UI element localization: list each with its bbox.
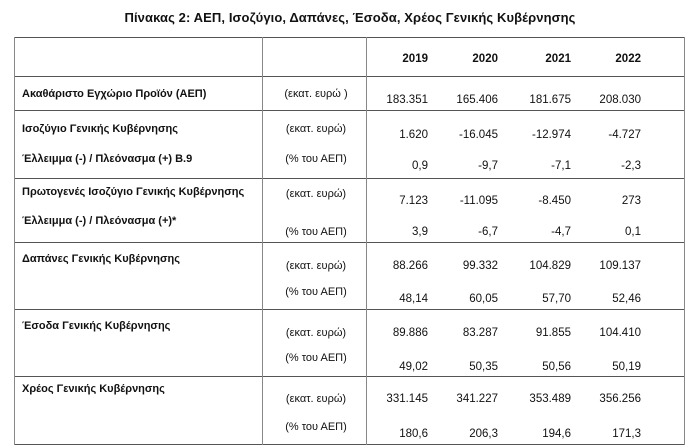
- col-rule-2: [262, 37, 263, 445]
- rule-primary: [14, 242, 684, 243]
- row-label: Έλλειμμα (-) / Πλεόνασμα (+)*: [22, 215, 177, 227]
- row-unit: (% του ΑΕΠ): [285, 153, 347, 165]
- table-cell: -16.045: [458, 129, 498, 141]
- col-rule-4: [684, 37, 685, 445]
- table-cell: 1.620: [399, 129, 428, 141]
- table-cell: -6,7: [478, 226, 498, 238]
- table-cell: 48,14: [399, 293, 428, 305]
- table-cell: 104.829: [529, 260, 571, 272]
- table-cell: 171,3: [612, 428, 641, 440]
- table-cell: 273: [621, 195, 641, 207]
- table-cell: 57,70: [542, 293, 571, 305]
- rule-expenditure: [14, 309, 684, 310]
- row-label: Έσοδα Γενικής Κυβέρνησης: [22, 320, 171, 332]
- table-cell: 165.406: [456, 94, 498, 106]
- row-unit: (% του ΑΕΠ): [285, 226, 347, 238]
- table-cell: 183.351: [386, 94, 428, 106]
- table-cell: 3,9: [412, 226, 428, 238]
- table-cell: -11.095: [459, 195, 498, 207]
- rule-bottom: [14, 444, 684, 445]
- year-header: 2020: [472, 53, 498, 65]
- rule-balance: [14, 178, 684, 179]
- table-cell: 181.675: [529, 94, 571, 106]
- table-cell: 0,1: [625, 226, 641, 238]
- table-cell: 109.137: [599, 260, 641, 272]
- table-cell: 83.287: [462, 327, 498, 339]
- table-cell: -4,7: [551, 226, 571, 238]
- col-rule-1: [14, 37, 15, 445]
- table-cell: 88.266: [392, 260, 428, 272]
- table-cell: -9,7: [478, 160, 498, 172]
- table-cell: 331.145: [386, 393, 428, 405]
- table-cell: 0,9: [412, 160, 428, 172]
- row-label: Ισοζύγιο Γενικής Κυβέρνησης: [22, 123, 178, 135]
- row-unit: (εκατ. ευρώ): [285, 327, 347, 339]
- table-cell: 50,19: [612, 361, 641, 373]
- row-label: Έλλειμμα (-) / Πλεόνασμα (+) Β.9: [22, 153, 193, 165]
- table-cell: 194,6: [542, 428, 571, 440]
- row-label: Δαπάνες Γενικής Κυβέρνησης: [22, 253, 180, 265]
- table-cell: 341.227: [456, 393, 498, 405]
- table-cell: 356.256: [599, 393, 641, 405]
- row-label: Πρωτογενές Ισοζύγιο Γενικής Κυβέρνησης: [22, 186, 245, 198]
- rule-revenue: [14, 376, 684, 377]
- row-unit: (εκατ. ευρώ ): [284, 88, 348, 100]
- table-cell: 353.489: [529, 393, 571, 405]
- table-title: Πίνακας 2: ΑΕΠ, Ισοζύγιο, Δαπάνες, Έσοδα, Χρέος Γενικής Κυβέρνησης: [124, 10, 576, 25]
- col-rule-3: [366, 37, 367, 445]
- table-cell: -2,3: [621, 160, 641, 172]
- row-unit: (% του ΑΕΠ): [285, 352, 347, 364]
- table-cell: 52,46: [612, 293, 641, 305]
- row-unit: (εκατ. ευρώ): [285, 260, 347, 272]
- table-cell: -12.974: [531, 129, 571, 141]
- year-header: 2022: [615, 53, 641, 65]
- row-label: Χρέος Γενικής Κυβέρνησης: [22, 383, 165, 395]
- table-cell: 50,56: [542, 361, 571, 373]
- table-cell: 208.030: [599, 94, 641, 106]
- table-cell: 60,05: [469, 293, 498, 305]
- table-cell: -7,1: [551, 160, 571, 172]
- table-cell: 180,6: [399, 428, 428, 440]
- table-cell: 89.886: [392, 327, 428, 339]
- row-unit: (εκατ. ευρώ): [285, 188, 347, 200]
- table-cell: 104.410: [599, 327, 641, 339]
- table-cell: -4.727: [608, 129, 641, 141]
- row-unit: (εκατ. ευρώ): [285, 393, 347, 405]
- year-header: 2019: [402, 53, 428, 65]
- row-label: Ακαθάριστο Εγχώριο Προϊόν (ΑΕΠ): [22, 88, 207, 100]
- table-cell: 49,02: [399, 361, 428, 373]
- year-header: 2021: [545, 53, 571, 65]
- table-cell: 91.855: [535, 327, 571, 339]
- rule-gdp: [14, 110, 684, 111]
- row-unit: (εκατ. ευρώ): [285, 123, 347, 135]
- table-cell: 206,3: [469, 428, 498, 440]
- table-cell: -8.450: [538, 195, 571, 207]
- row-unit: (% του ΑΕΠ): [285, 421, 347, 433]
- table-cell: 50,35: [469, 361, 498, 373]
- row-unit: (% του ΑΕΠ): [285, 286, 347, 298]
- rule-header: [14, 76, 684, 77]
- table-cell: 7.123: [399, 195, 428, 207]
- rule-top: [14, 37, 684, 38]
- table-cell: 99.332: [462, 260, 498, 272]
